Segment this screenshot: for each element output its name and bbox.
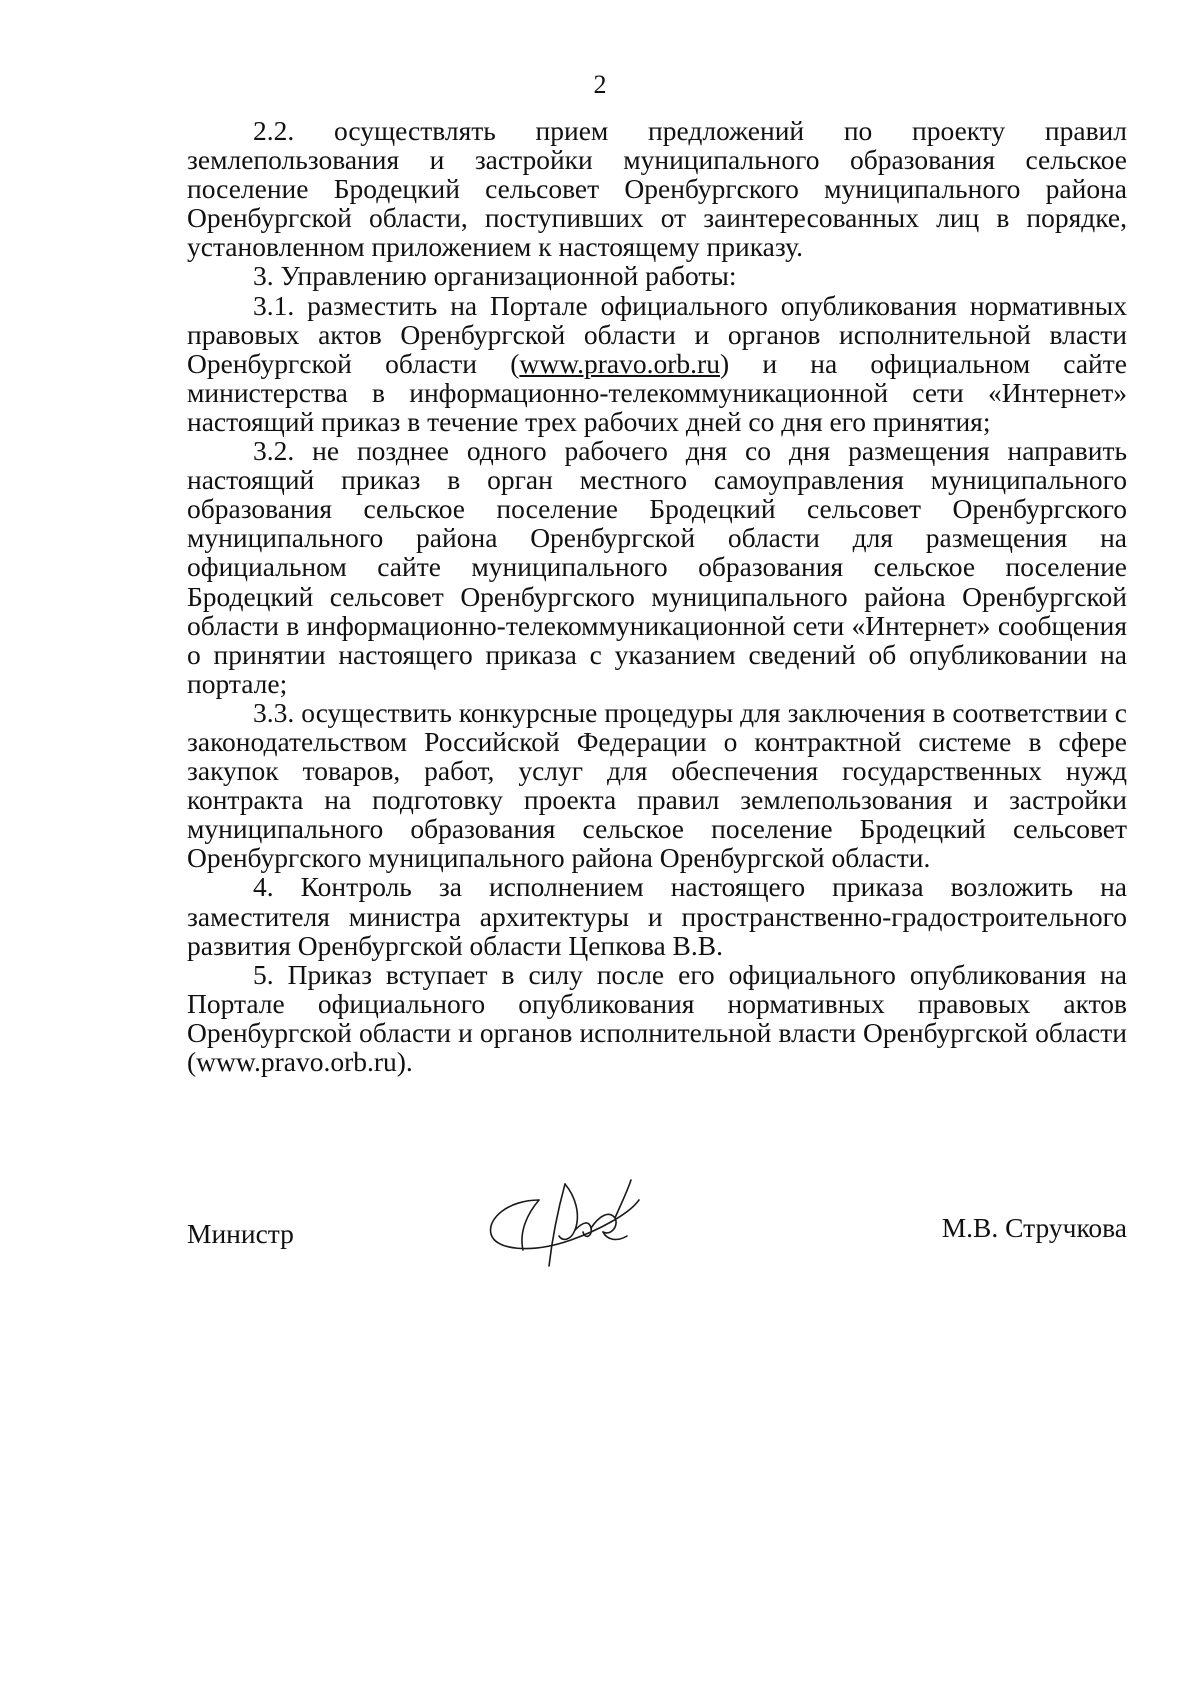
paragraph-2-2: 2.2. осуществлять прием предложений по проекту правил землепользования и застройки муниципального образования сельское поселение Бродецкий сельсовет Оренбургского муниципального района Оренбургской области, поступивших от заинтересованных лиц в порядке, установленном приложением к настоящему приказу. [187,115,1127,263]
signatory-name: М.В. Стручкова [941,1212,1127,1243]
pravo-portal-link[interactable]: www.pravo.orb.ru [519,347,720,379]
paragraph-5: 5. Приказ вступает в силу после его официального опубликования на Портале официального опубликования нормативных правовых актов Оренбургской области и органов исполнительной власти Оренбургской области (www.pravo.orb.ru). [187,958,1127,1077]
document-body [187,116,1127,1076]
paragraph-3-1 [187,291,1127,436]
page-number: 2 [593,70,607,99]
paragraph-4: 4. Контроль за исполнением настоящего приказа возложить на заместителя министра архитектуры и пространственно-градостроительного развития Оренбургской области Цепкова В.В. [187,871,1127,961]
paragraph-3-1-text-after: ) и на официальном сайте министерства в информационно-телекоммуникационной сети «Интернет» настоящий приказ в течение трех рабочих дней со дня его принятия; [187,347,1127,437]
paragraph-3-2: 3.2. не позднее одного рабочего дня со дня размещения направить настоящий приказ в орган местного самоуправления муниципального образования сельское поселение Бродецкий сельсовет Оренбургского муниципального района Оренбургской области для размещения на официальном сайте муниципального образования сельское поселение Бродецкий сельсовет Оренбургского муниципального района Оренбургской области в информационно-телекоммуникационной сети «Интернет» сообщения о принятии настоящего приказа с указанием сведений об опубликовании на портале; [187,435,1127,699]
signatory-title: Министр [187,1218,294,1249]
paragraph-3-1-text-before: 3.1. разместить на Портале официального опубликования нормативных правовых актов Оренбургской области и органов исполнительной власти Оренбургской области ( [187,289,1127,379]
signature-block [187,1170,1127,1290]
paragraph-3: 3. Управлению организационной работы: [253,260,737,292]
handwritten-signature [479,1170,649,1280]
paragraph-3-3: 3.3. осуществить конкурсные процедуры для заключения в соответствии с законодательством Российской Федерации о контрактной системе в сфере закупок товаров, работ, услуг для обеспечения государственных нужд контракта на подготовку проекта правил землепользования и застройки муниципального образования сельское поселение Бродецкий сельсовет Оренбургского муниципального района Оренбургской области. [187,696,1127,874]
